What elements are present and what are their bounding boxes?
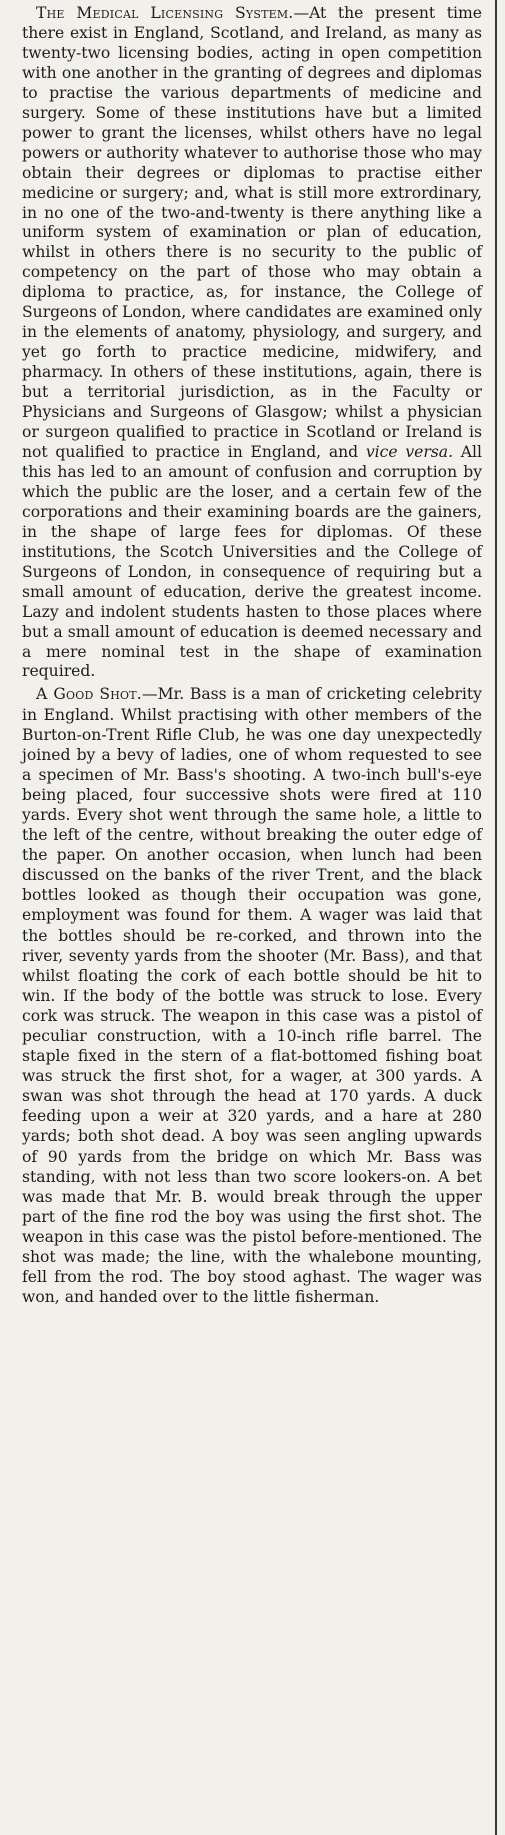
column-rule bbox=[495, 0, 497, 1835]
article-paragraph bbox=[22, 684, 482, 1307]
article-heading: The Medical Licensing System. bbox=[36, 4, 294, 22]
article-body: —Mr. Bass is a man of cricketing celebrity in England. Whilst practising with other members of the Burton-on-Trent Rifle Club, he was one day unexpectedly joined by a bevy of ladies, one of whom requested to see a specimen of Mr. Bass's shooting. A two-inch bull's-eye being placed, four successive shots were fired at 110 yards. Every shot went through the same hole, a little to the left of the centre, without breaking the outer edge of the paper. On another occasion, when lunch had been discussed on the banks of the river Trent, and the black bottles looked as though their occupation was gone, employment was found for them. A wager was laid that the bottles should be re-corked, and thrown into the river, seventy yards from the shooter (Mr. Bass), and that whilst floating the cork of each bottle should be hit to win. If the body of the bottle was struck to lose. Every cork was struck. The weapon in this case was a pistol of peculiar construction, with a 10-inch rifle barrel. The staple fixed in the stern of a flat-bottomed fishing boat was struck the first shot, for a wager, at 300 yards. A swan was shot through the head at 170 yards. A duck feeding upon a weir at 320 yards, and a hare at 280 yards; both shot dead. A boy was seen angling upwards of 90 yards from the bridge on which Mr. Bass was standing, with not less than two score lookers-on. A bet was made that Mr. B. would break through the upper part of the fine rod the boy was using the first shot. The weapon in this case was the pistol before-mentioned. The shot was made; the line, with the whalebone mounting, fell from the rod. The boy stood aghast. The wager was won, and handed over to the little fisherman. bbox=[22, 685, 482, 1307]
text-column bbox=[22, 4, 482, 1307]
article-body-continued: All this has led to an amount of confusion and corruption by which the public are the loser, and a certain few of the corporations and their examining boards are the gainers, in the shape of large fees for diplomas. Of these institutions, the Scotch Universities and the College of Surgeons of London, in consequence of requiring but a small amount of education, derive the greatest income. Lazy and indolent students hasten to those places where but a small amount of education is deemed necessary and a mere nominal test in the shape of examination required. bbox=[22, 442, 483, 681]
article-medical-licensing bbox=[22, 4, 482, 682]
article-good-shot bbox=[22, 684, 482, 1307]
article-paragraph bbox=[22, 4, 482, 682]
article-heading: A Good Shot. bbox=[36, 685, 142, 704]
article-body: —At the present time there exist in England, Scotland, and Ireland, as many as twenty-two licensing bodies, acting in open competition with one another in the granting of degrees and diplomas to practise the various departments of medicine and surgery. Some of these institutions have but a limited power to grant the licenses, whilst others have no legal powers or authority whatever to authorise those who may obtain their degrees or diplomas to practise either medicine or surgery; and, what is still more extrordinary, in no one of the two-and-twenty is there anything like a uniform system of examination or plan of education, whilst in others there is no security to the public of competency on the part of those who may obtain a diploma to practice, as, for instance, the College of Surgeons of London, where candidates are examined only in the elements of anatomy, physiology, and surgery, and yet go forth to practice medicine, midwifery, and pharmacy. In others of these institutions, again, there is but a territorial jurisdiction, as in the Faculty or Physicians and Surgeons of Glasgow; whilst a physician or surgeon qualified to practice in Scotland or Ireland is not qualified to practice in England, and bbox=[22, 4, 483, 461]
article-emphasis: vice versa. bbox=[365, 442, 454, 461]
